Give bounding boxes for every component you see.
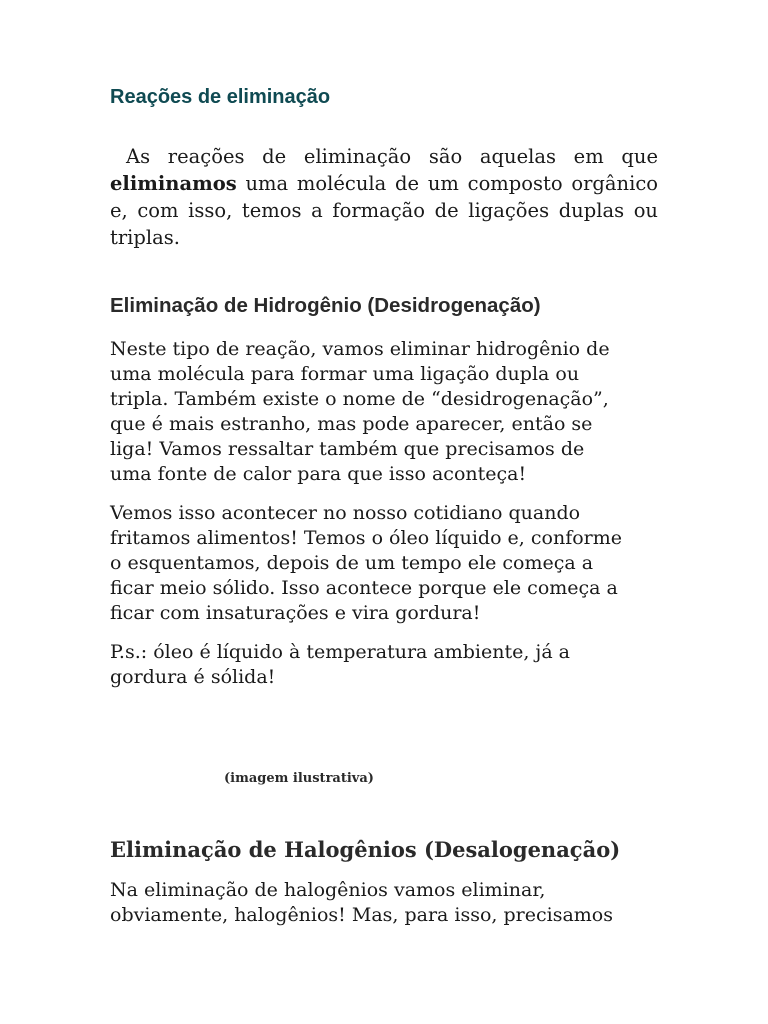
text-line: uma fonte de calor para que isso aconteça! [110,463,527,485]
text-line: obviamente, halogênios! Mas, para isso, precisamos [110,904,613,926]
text-line: o esquentamos, depois de um tempo ele começa a [110,552,594,574]
text-line: tripla. Também existe o nome de “desidrogenação”, [110,388,609,410]
intro-text-start: As reações de eliminação são aquelas em que [126,145,658,168]
paragraph-desalogenacao-1 [110,878,670,928]
page-title: Reações de eliminação [110,86,331,108]
text-line: liga! Vamos ressaltar também que precisamos de [110,438,585,460]
paragraph-ps-note [110,640,670,690]
intro-paragraph [110,143,658,251]
text-line: uma molécula para formar uma ligação dupla ou [110,363,580,385]
section-heading-desidrogenacao: Eliminação de Hidrogênio (Desidrogenação) [110,294,541,317]
text-line: Na eliminação de halogênios vamos eliminar, [110,879,546,901]
text-line: Vemos isso acontecer no nosso cotidiano quando [110,502,581,524]
text-line: gordura é sólida! [110,666,276,688]
text-line: Neste tipo de reação, vamos eliminar hidrogênio de [110,338,610,360]
text-line: fritamos alimentos! Temos o óleo líquido e, conforme [110,527,623,549]
paragraph-desidrogenacao-1 [110,337,670,487]
paragraph-desidrogenacao-2 [110,501,670,626]
text-line: ficar com insaturações e vira gordura! [110,602,481,624]
intro-bold-word: eliminamos [110,172,237,195]
text-line: que é mais estranho, mas pode aparecer, então se [110,413,593,435]
image-caption: (imagem ilustrativa) [224,771,374,786]
intro-text-end: uma molécula de um composto orgânico e, com isso, temos a formação de ligações duplas ou triplas. [110,172,658,249]
text-line: P.s.: óleo é líquido à temperatura ambiente, já a [110,641,571,663]
section-heading-desalogenacao: Eliminação de Halogênios (Desalogenação) [110,837,621,862]
text-line: ficar meio sólido. Isso acontece porque ele começa a [110,577,618,599]
